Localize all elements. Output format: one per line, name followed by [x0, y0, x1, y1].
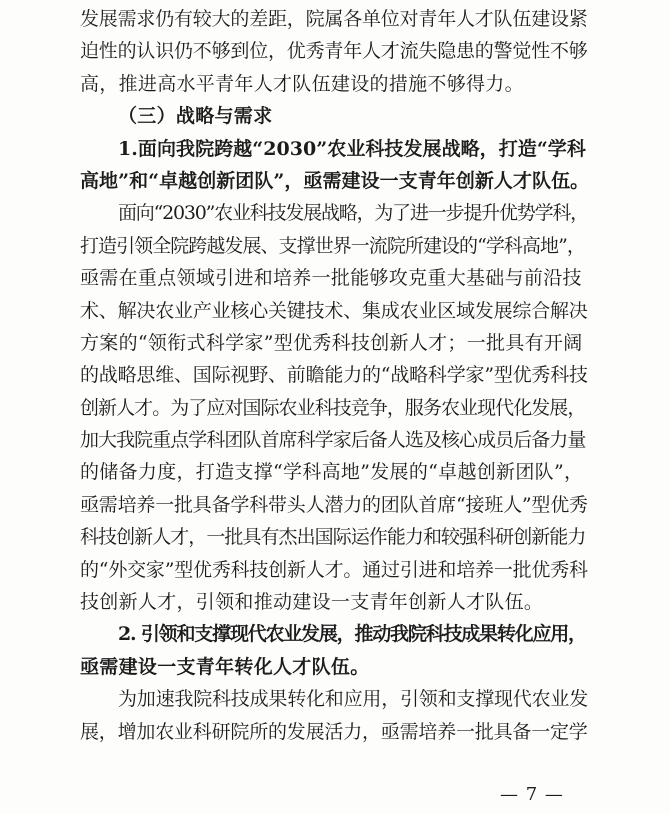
paragraph-line: 的战略思维、国际视野、前瞻能力的“战略科学家”型优秀科技	[80, 364, 588, 387]
paragraph-line: 加大我院重点学科团队首席科学家后备人选及核心成员后备力量	[80, 429, 586, 452]
paragraph-line: 术、解决农业产业核心关键技术、集成农业区域发展综合解决	[80, 299, 588, 322]
paragraph-line: 迫性的认识仍不够到位，优秀青年人才流失隐患的警觉性不够	[80, 40, 588, 63]
paragraph-line: 亟需培养一批具备学科带头人潜力的团队首席“接班人”型优秀	[80, 493, 588, 516]
paragraph-line: 的储备力度，打造支撑“学科高地”发展的“卓越创新团队”，	[80, 461, 584, 484]
paragraph-line: 展，增加农业科研院所的发展活力，亟需培养一批具备一定学	[80, 720, 588, 743]
paragraph-line: 科技创新人才，一批具有杰出国际运作能力和较强科研创新能力	[80, 526, 586, 549]
heading-line: （三）战略与需求	[118, 105, 273, 128]
paragraph-line: 方案的“领衔式科学家”型优秀科技创新人才；一批具有开阔	[80, 331, 583, 354]
paragraph-line: 的“外交家”型优秀科技创新人才。通过引进和培养一批优秀科	[80, 558, 588, 581]
paragraph-line: 为加速我院科技成果转化和应用，引领和支撑现代农业发	[118, 688, 589, 711]
paragraph-line: 发展需求仍有较大的差距，院属各单位对青年人才队伍建设紧	[80, 8, 588, 30]
paragraph-line: 打造引领全院跨越发展、支撑世界一流院所建设的“学科高地”，	[80, 234, 585, 257]
heading-line: 1.面向我院跨越“2030”农业科技发展战略，打造“学科	[118, 137, 586, 160]
paragraph-line: 创新人才。为了应对国际农业科技竞争，服务农业现代化发展，	[80, 396, 586, 419]
heading-line: 2. 引领和支撑现代农业发展，推动我院科技成果转化应用，	[118, 623, 586, 646]
paragraph-line: 亟需在重点领域引进和培养一批能够攻克重大基础与前沿技	[80, 267, 582, 290]
paragraph-line: 面向“2030”农业科技发展战略，为了进一步提升优势学科，	[118, 202, 588, 225]
paragraph-line: 技创新人才，引领和推动建设一支青年创新人才队伍。	[80, 591, 544, 614]
heading-line: 高地”和“卓越创新团队”，亟需建设一支青年创新人才队伍。	[80, 169, 590, 192]
paragraph-line: 高，推进高水平青年人才队伍建设的措施不够得力。	[80, 72, 524, 95]
page-number: — 7 —	[500, 784, 564, 805]
body-text	[80, 3, 590, 748]
heading-line: 亟需建设一支青年转化人才队伍。	[80, 655, 370, 678]
